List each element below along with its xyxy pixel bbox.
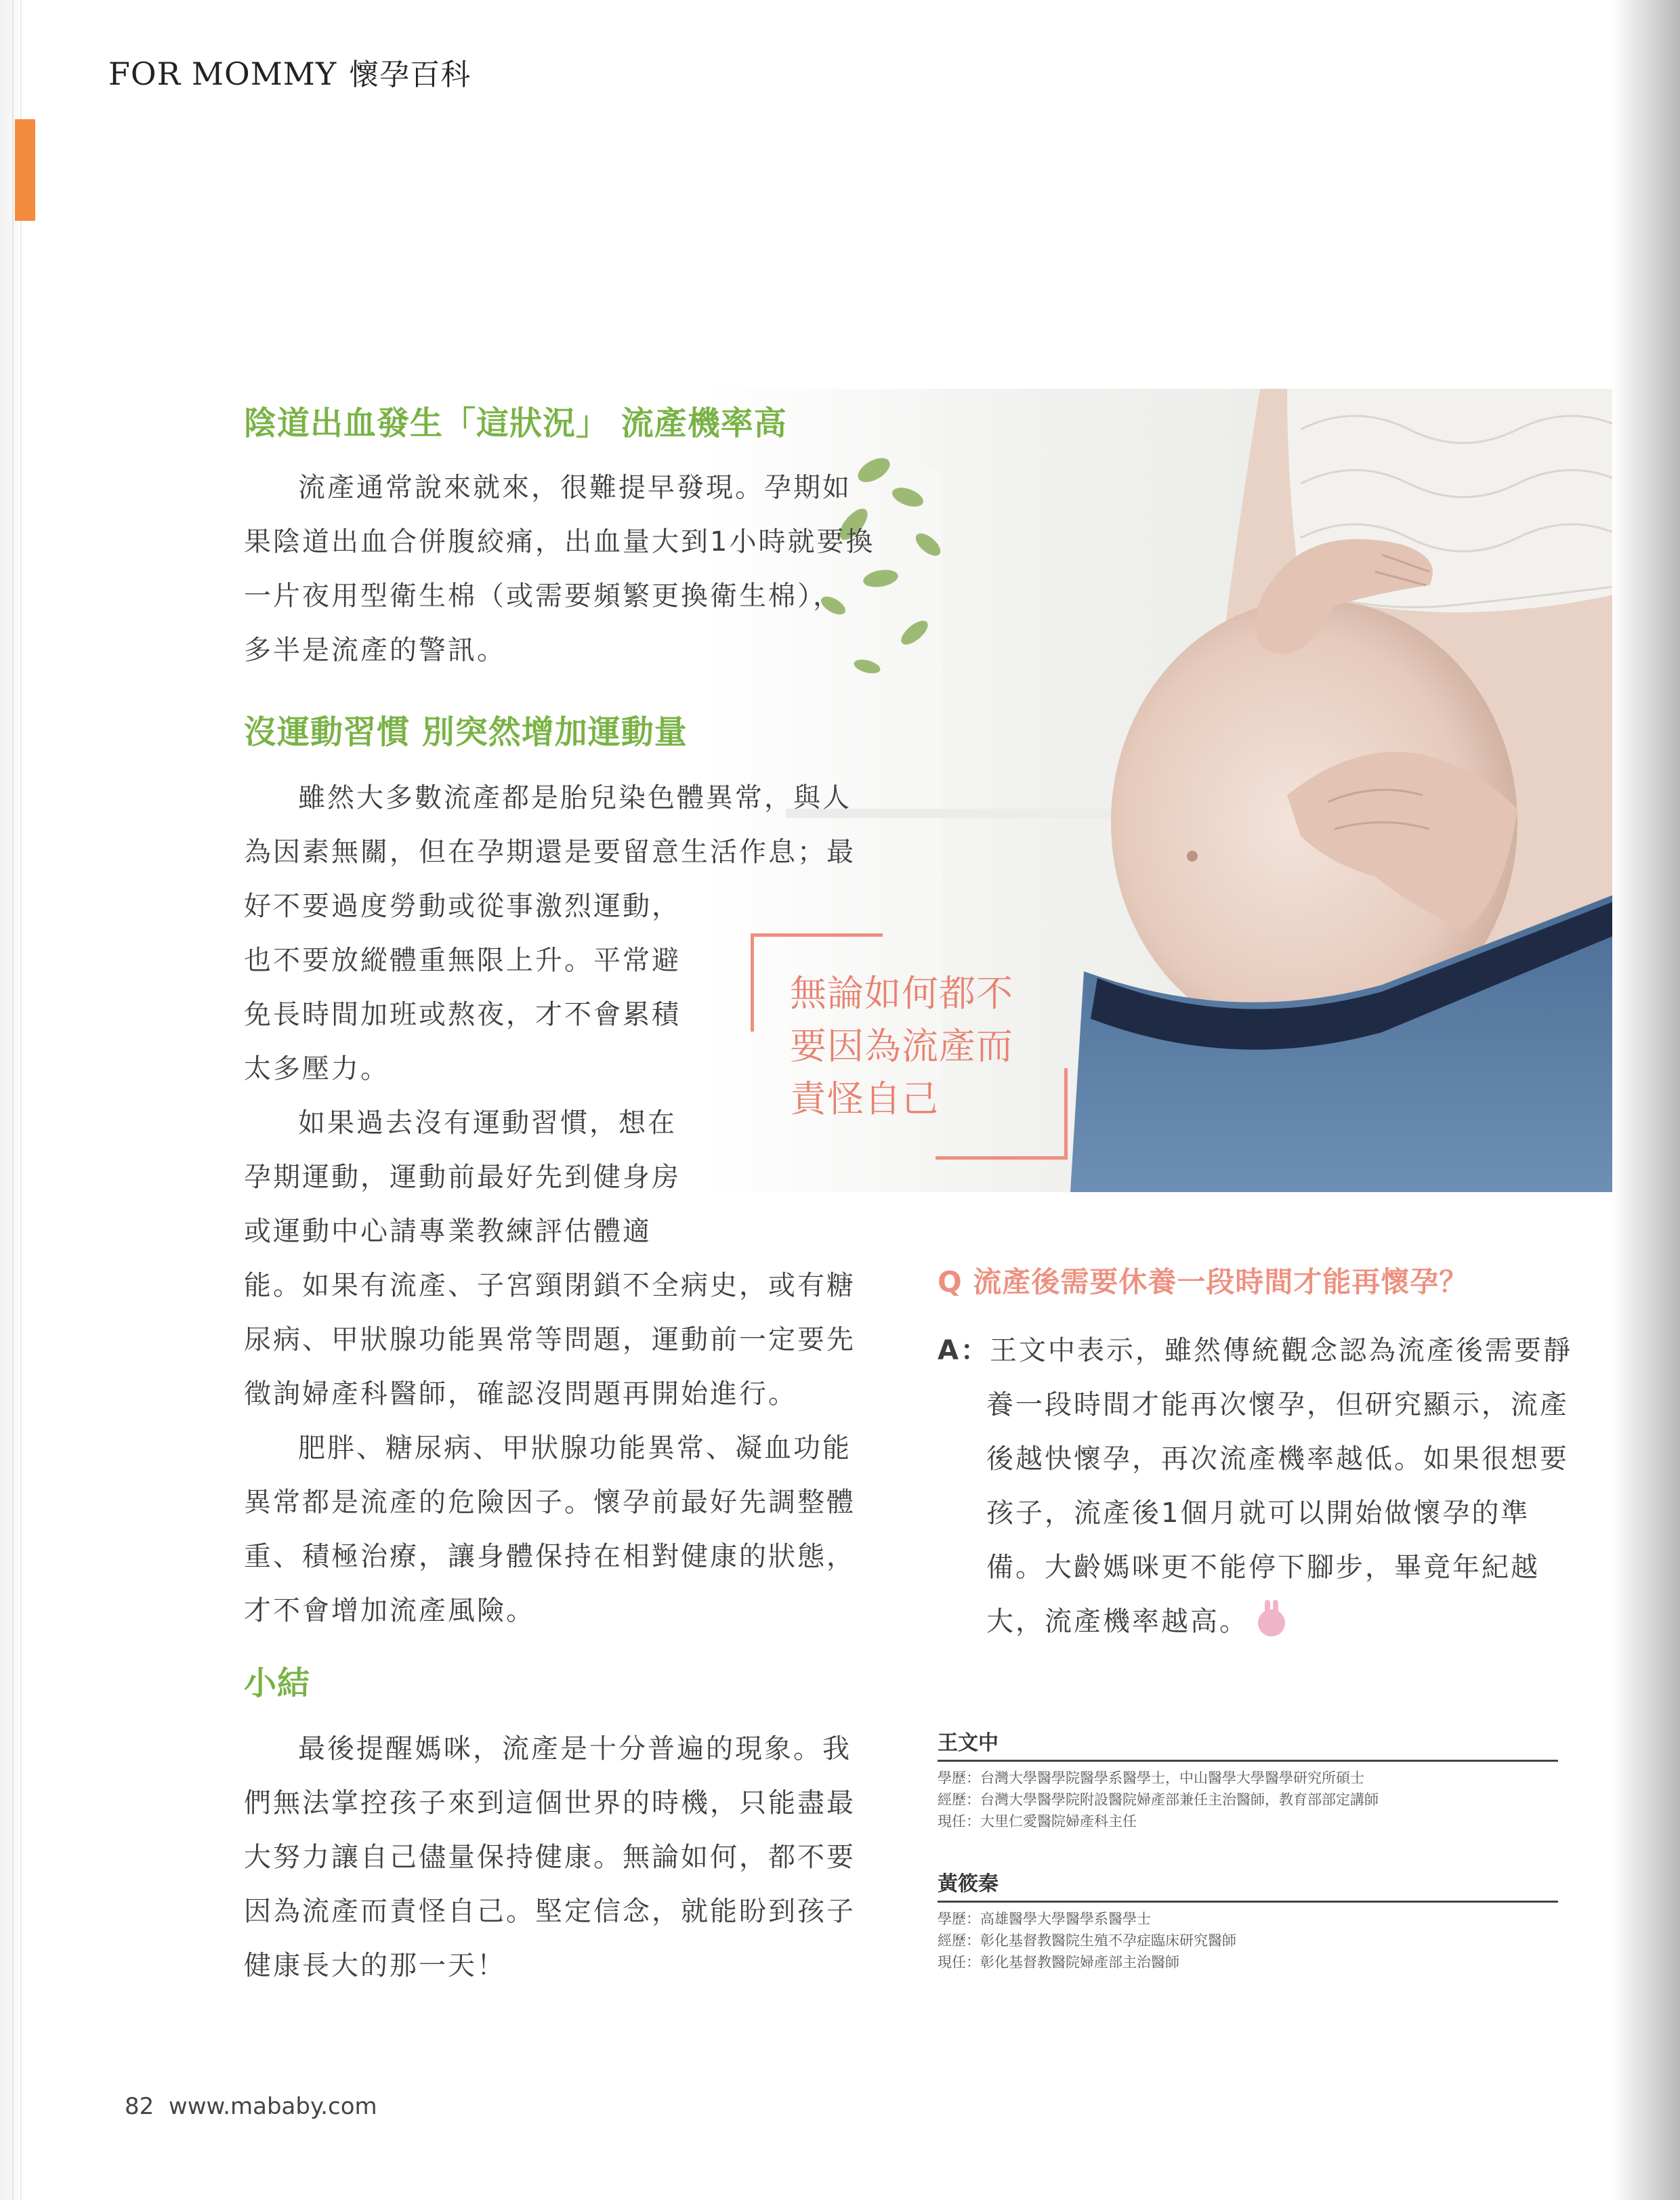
bio-row: 現任：彰化基督教醫院婦產部主治醫師 [938, 1954, 1179, 1970]
text-line: 多半是流產的警訊。 [244, 635, 506, 666]
text-line: 們無法掌控孩子來到這個世界的時機，只能盡最 [244, 1788, 856, 1819]
text-line: 如果過去沒有運動習慣，想在 [298, 1107, 677, 1139]
page-edge-shadow [1612, 0, 1680, 2200]
article-paragraph [244, 771, 856, 1096]
text-line: 才不會增加流產風險。 [244, 1595, 535, 1626]
page-footer [125, 2093, 377, 2120]
answer-label: A： [938, 1335, 990, 1366]
text-line: 太多壓力。 [244, 1053, 390, 1084]
text-line: 健康長大的那一天！ [244, 1950, 506, 1981]
text-line: 備。大齡媽咪更不能停下腳步，畢竟年紀越 [986, 1552, 1540, 1583]
doctor-bio [938, 1726, 1558, 1832]
text-line [938, 1324, 1574, 1378]
bio-row: 學歷：台灣大學醫學院醫學系醫學士，中山醫學大學醫學研究所碩士 [938, 1770, 1364, 1786]
text-line: 最後提醒媽咪，流產是十分普遍的現象。我 [298, 1733, 852, 1764]
section-heading: 小結 [244, 1664, 311, 1702]
doctor-name: 黃筱秦 [938, 1867, 1558, 1903]
text-line: 因為流產而責怪自己。堅定信念，就能盼到孩子 [244, 1896, 856, 1927]
header-brand: FOR MOMMY [108, 56, 337, 92]
text-line: 果陰道出血合併腹絞痛，出血量大到1小時就要換 [244, 526, 875, 557]
article-paragraph [244, 1096, 856, 1421]
text-line: 免長時間加班或熬夜，才不會累積 [244, 999, 681, 1030]
bio-row: 學歷：高雄醫學大學醫學系醫學士 [938, 1911, 1151, 1927]
article-paragraph [244, 1722, 856, 1993]
section-heading: 陰道出血發生「這狀況」 流產機率高 [244, 404, 787, 442]
section-heading: 沒運動習慣 別突然增加運動量 [244, 713, 688, 751]
page-number: 82 [125, 2093, 154, 2120]
text-line: 異常都是流產的危險因子。懷孕前最好先調整體 [244, 1487, 856, 1518]
article-paragraph [244, 461, 875, 677]
bunny-end-icon [1258, 1609, 1285, 1636]
quote-line: 責怪自己 [790, 1078, 939, 1120]
quote-line: 要因為流產而 [790, 1025, 1013, 1067]
header-section: 懷孕百科 [349, 58, 471, 92]
answer-text: 大，流產機率越高。 [986, 1606, 1248, 1637]
bio-row: 現任：大里仁愛醫院婦產科主任 [938, 1813, 1137, 1829]
gutter-line [20, 0, 22, 2200]
text-line: 大努力讓自己儘量保持健康。無論如何，都不要 [244, 1842, 856, 1873]
text-line: 孕期運動，運動前最好先到健身房 [244, 1162, 681, 1193]
doctor-bio [938, 1867, 1558, 1973]
text-line: 重、積極治療，讓身體保持在相對健康的狀態， [244, 1541, 856, 1572]
article-paragraph [244, 1421, 856, 1638]
text-line: 孩子，流產後1個月就可以開始做懷孕的準 [986, 1498, 1530, 1529]
text-line: 或運動中心請專業教練評估體適 [244, 1216, 652, 1247]
text-line: 養一段時間才能再次懷孕，但研究顯示，流產 [986, 1389, 1569, 1420]
answer-text: 王文中表示，雖然傳統觀念認為流產後需要靜 [989, 1335, 1572, 1366]
site-url: www.mababy.com [168, 2093, 377, 2120]
text-line: 徵詢婦產科醫師，確認沒問題再開始進行。 [244, 1378, 797, 1410]
text-line: 後越快懷孕，再次流產機率越低。如果很想要 [986, 1443, 1569, 1475]
qa-answer [938, 1324, 1574, 1649]
text-line: 好不要過度勞動或從事激烈運動， [244, 891, 681, 922]
gutter-line [12, 0, 14, 2200]
qa-question: Q 流產後需要休養一段時間才能再懷孕？ [938, 1265, 1469, 1298]
text-line: 也不要放縱體重無限上升。平常避 [244, 945, 681, 976]
text-line: 一片夜用型衛生棉（或需要頻繁更換衛生棉）， [244, 580, 842, 612]
doctor-name: 王文中 [938, 1726, 1558, 1762]
section-tab-marker [15, 119, 35, 221]
text-line: 為因素無關，但在孕期還是要留意生活作息；最 [244, 837, 856, 868]
text-line: 肥胖、糖尿病、甲狀腺功能異常、凝血功能 [298, 1433, 852, 1464]
text-line: 流產通常說來就來，很難提早發現。孕期如 [298, 472, 852, 503]
text-line: 尿病、甲狀腺功能異常等問題，運動前一定要先 [244, 1324, 856, 1355]
text-line [938, 1594, 1574, 1649]
bio-row: 經歷：彰化基督教醫院生殖不孕症臨床研究醫師 [938, 1932, 1236, 1949]
bio-row: 經歷：台灣大學醫學院附設醫院婦產部兼任主治醫師，教育部部定講師 [938, 1792, 1379, 1808]
text-line: 雖然大多數流產都是胎兒染色體異常，與人 [298, 782, 852, 813]
quote-line: 無論如何都不 [790, 972, 1013, 1015]
text-line: 能。如果有流產、子宮頸閉鎖不全病史，或有糖 [244, 1270, 856, 1301]
page-header [108, 50, 471, 93]
